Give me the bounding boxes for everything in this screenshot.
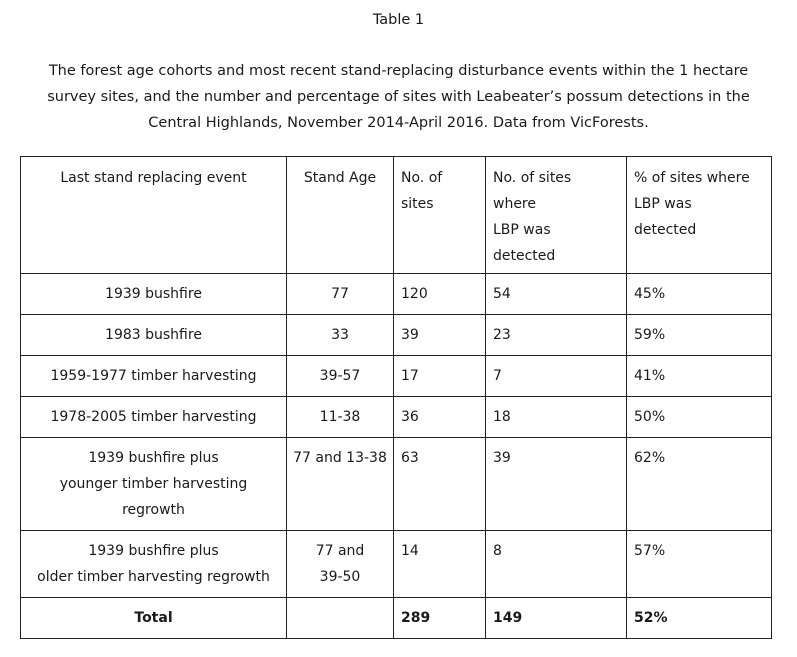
percent-cell: 41% bbox=[627, 356, 772, 397]
event-cell bbox=[21, 397, 287, 438]
detected-cell: 54 bbox=[486, 274, 627, 315]
age-line: 77 and bbox=[315, 543, 365, 559]
age-line: 39-57 bbox=[319, 368, 361, 384]
sites-cell: 36 bbox=[394, 397, 486, 438]
table-title: Table 1 bbox=[372, 12, 425, 28]
header-last-stand-event bbox=[21, 157, 287, 274]
event-line: regrowth bbox=[122, 502, 185, 518]
detected-cell: 18 bbox=[486, 397, 627, 438]
event-line: younger timber harvesting bbox=[59, 476, 248, 492]
table-caption bbox=[30, 58, 767, 136]
percent-cell: 62% bbox=[627, 438, 772, 531]
header-line: detected bbox=[634, 222, 697, 238]
detected-cell: 39 bbox=[486, 438, 627, 531]
event-line: 1983 bushfire bbox=[105, 327, 202, 343]
age-cell bbox=[287, 315, 394, 356]
event-cell bbox=[21, 531, 287, 598]
total-row bbox=[21, 598, 772, 639]
percent-cell: 59% bbox=[627, 315, 772, 356]
event-cell bbox=[21, 356, 287, 397]
header-stand-age bbox=[287, 157, 394, 274]
event-line: 1959-1977 timber harvesting bbox=[50, 368, 257, 384]
header-line: No. of sites bbox=[493, 170, 572, 186]
event-line: 1978-2005 timber harvesting bbox=[50, 409, 257, 425]
header-percent-detected bbox=[627, 157, 772, 274]
event-cell bbox=[21, 274, 287, 315]
event-line: 1939 bushfire plus bbox=[88, 450, 219, 466]
age-cell bbox=[287, 438, 394, 531]
event-line: 1939 bushfire bbox=[105, 286, 202, 302]
age-line: 11-38 bbox=[319, 409, 361, 425]
sites-cell: 120 bbox=[394, 274, 486, 315]
header-no-of-sites bbox=[394, 157, 486, 274]
caption-line: The forest age cohorts and most recent stand-replacing disturbance events within the 1 hectare bbox=[48, 63, 749, 79]
sites-cell: 39 bbox=[394, 315, 486, 356]
age-line: 77 and 13-38 bbox=[293, 450, 387, 466]
data-table bbox=[20, 156, 772, 639]
caption-line: survey sites, and the number and percentage of sites with Leabeater’s possum detections in the bbox=[47, 89, 750, 105]
header-sites-detected bbox=[486, 157, 627, 274]
table-row bbox=[21, 438, 772, 531]
table-row bbox=[21, 274, 772, 315]
sites-cell: 17 bbox=[394, 356, 486, 397]
age-cell bbox=[287, 356, 394, 397]
percent-cell: 45% bbox=[627, 274, 772, 315]
header-line: where bbox=[493, 196, 536, 212]
age-line: 77 bbox=[331, 286, 349, 302]
header-line: No. of bbox=[401, 170, 443, 186]
detected-cell: 8 bbox=[486, 531, 627, 598]
total-percent-cell: 52% bbox=[627, 598, 772, 639]
event-cell bbox=[21, 315, 287, 356]
age-line: 39-50 bbox=[319, 569, 361, 585]
event-line: 1939 bushfire plus bbox=[88, 543, 219, 559]
header-line: Stand Age bbox=[303, 170, 377, 186]
total-label: Total bbox=[21, 598, 287, 639]
detected-cell: 7 bbox=[486, 356, 627, 397]
event-cell bbox=[21, 438, 287, 531]
table-row bbox=[21, 315, 772, 356]
table-row bbox=[21, 356, 772, 397]
header-line: Last stand replacing event bbox=[60, 170, 247, 186]
header-line: LBP was bbox=[634, 196, 692, 212]
total-detected-cell: 149 bbox=[486, 598, 627, 639]
table-row bbox=[21, 531, 772, 598]
age-cell bbox=[287, 397, 394, 438]
percent-cell: 57% bbox=[627, 531, 772, 598]
header-line: sites bbox=[401, 196, 434, 212]
header-row bbox=[21, 157, 772, 274]
header-line: detected bbox=[493, 248, 556, 264]
sites-cell: 14 bbox=[394, 531, 486, 598]
table-row bbox=[21, 397, 772, 438]
age-cell bbox=[287, 531, 394, 598]
header-line: LBP was bbox=[493, 222, 551, 238]
sites-cell: 63 bbox=[394, 438, 486, 531]
total-age-cell bbox=[287, 598, 394, 639]
detected-cell: 23 bbox=[486, 315, 627, 356]
total-sites-cell: 289 bbox=[394, 598, 486, 639]
age-cell bbox=[287, 274, 394, 315]
header-line: % of sites where bbox=[634, 170, 750, 186]
event-line: older timber harvesting regrowth bbox=[37, 569, 270, 585]
age-line: 33 bbox=[331, 327, 349, 343]
percent-cell: 50% bbox=[627, 397, 772, 438]
caption-line: Central Highlands, November 2014-April 2016. Data from VicForests. bbox=[148, 115, 649, 131]
